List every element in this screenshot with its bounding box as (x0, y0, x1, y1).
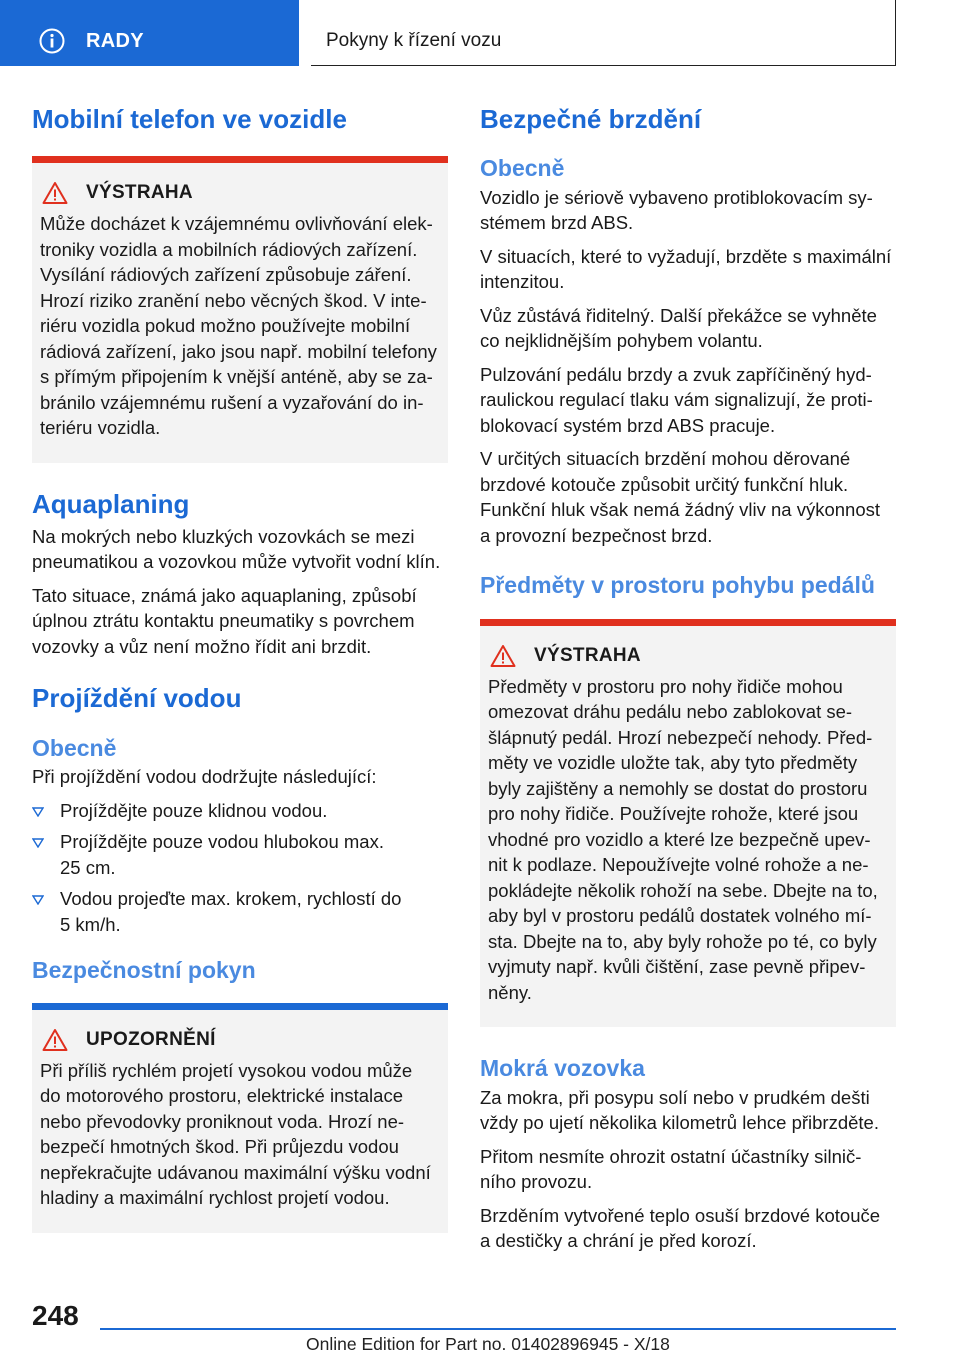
subsection-title-wet-road: Mokrá vozovka (480, 1055, 645, 1082)
warning-label: VÝSTRAHA (534, 644, 641, 666)
water-intro: Při projíždění vodou dodržujte následující: (32, 766, 377, 788)
aquaplaning-paragraph-1: Na mokrých nebo kluzkých vozovkách se mezi pneumatikou a vozovkou může vytvořit vodní klín. (32, 525, 441, 573)
subsection-title-pedals: Předměty v prostoru pohybu pedálů (480, 572, 875, 599)
wet-paragraph-1: Za mokra, při posypu solí nebo v prudkém dešti vždy po ujetí několika kilometrů lehce přibrzděte. (480, 1086, 879, 1134)
section-title-aquaplaning: Aquaplaning (32, 488, 190, 519)
notice-triangle-icon (42, 1028, 68, 1052)
section-title-braking: Bezpečné brzdění (480, 104, 702, 134)
wet-paragraph-3: Brzděním vytvořené teplo osuší brzdové kotouče a destičky a chrání je před korozí. (480, 1204, 881, 1252)
warning-text: Může docházet k vzájemnému ovlivňování elek- troniky vozidla a mobilních rádiových zařízení. Vysílání rádiových zařízení způsobuje záření. Hrozí riziko zranění nebo věcných škod. V inte- riéru vozidla pokud možno používejte mobilní rádiová zařízení, jako jsou např. mobilní telefony s přímým připojením k vnější anténě, aby se za- bránilo vzájemnému rušení a vyzařování do in- teriéru vozidla. (40, 213, 437, 439)
braking-paragraph-1: Vozidlo je sériově vybaveno protiblokovacím sy- stémem brzd ABS. (480, 186, 873, 234)
bullet-triangle-icon (32, 807, 44, 817)
warning-text: Předměty v prostoru pro nohy řidiče mohou omezovat dráhu pedálu nebo zablokovat se- šlápnutý pedál. Hrozí nebezpečí nehody. Před- měty ve vozidle uložte tak, aby tyto předměty byly zajištěny a nemohly se dostat do prostoru pro nohy řidiče. Používejte rohože, které jsou vhodné pro vozidlo a které lze bezpečně upev- nit k podlaze. Nepoužívejte volné rohože a ne- pokládejte několik rohoží na sebe. Dbejte na to, aby byl v prostoru pedálů dostatek volného mí- sta. Dbejte na to, aby byly rohože po té, co byly vyjmuty např. kvůli čištění, zase pevně připev- něny. (488, 675, 878, 1003)
aquaplaning-paragraph-2: Tato situace, známá jako aquaplaning, způsobí úplnou ztrátu kontaktu pneumatiky s povrchem vozovky a vůz není možno řídit ani brzdit. (32, 584, 417, 657)
subsection-title-general: Obecně (32, 734, 117, 761)
header-section-label: RADY (86, 30, 144, 52)
notice-text: Při příliš rychlém projetí vysokou vodou může do motorového prostoru, elektrické instalace nebo převodovky proniknout voda. Hrozí ne- bezpečí hmotných škod. Při průjezdu vodou nepřekračujte udávanou maximální výšku vodní hladiny a maximální rychlost projetí vodou. (40, 1059, 431, 1209)
water-step-list (32, 798, 448, 938)
braking-paragraph-3: Vůz zůstává řiditelný. Další překážce se vyhněte co nejklidnějším pohybem volantu. (480, 304, 877, 352)
footer-edition: Online Edition for Part no. 01402896945 - X/18 (306, 1334, 670, 1354)
footer-divider (100, 1328, 896, 1330)
notice-bar (32, 1003, 448, 1010)
right-column (480, 100, 896, 1254)
warning-bar (32, 156, 448, 163)
warning-triangle-icon (42, 181, 68, 205)
bullet-triangle-icon (32, 895, 44, 905)
warning-triangle-icon (490, 644, 516, 668)
list-item: Projíždějte pouze klidnou vodou. (32, 798, 448, 824)
info-icon (39, 28, 65, 54)
warning-label: VÝSTRAHA (86, 182, 193, 204)
header-chapter-title: Pokyny k řízení vozu (326, 30, 502, 51)
bullet-triangle-icon (32, 838, 44, 848)
braking-paragraph-5: V určitých situacích brzdění mohou děrované brzdové kotouče způsobit určitý funkční hluk. Funkční hluk však nemá žádný vliv na výkonnost a provozní bezpečnost brzd. (480, 448, 880, 546)
braking-paragraph-2: V situacích, které to vyžadují, brzděte s maximální intenzitou. (480, 245, 892, 293)
warning-box-phone (32, 163, 448, 463)
wet-paragraph-2: Přitom nesmíte ohrozit ostatní účastníky silnič- ního provozu. (480, 1145, 862, 1193)
left-column (32, 100, 448, 1233)
notice-label: UPOZORNĚNÍ (86, 1028, 216, 1050)
subsection-title-safety: Bezpečnostní pokyn (32, 957, 256, 984)
warning-box-pedals (480, 626, 896, 1028)
subsection-title-general: Obecně (480, 155, 565, 182)
page-number: 248 (32, 1300, 79, 1331)
warning-bar (480, 619, 896, 626)
list-item: Vodou projeďte max. krokem, rychlostí do 5 km/h. (32, 886, 448, 937)
notice-box-water (32, 1010, 448, 1233)
section-title-phone: Mobilní telefon ve vozidle (32, 104, 347, 134)
list-item: Projíždějte pouze vodou hlubokou max. 25 cm. (32, 829, 448, 880)
braking-paragraph-4: Pulzování pedálu brzdy a zvuk zapříčiněný hyd- raulickou regulací tlaku vám signalizují, že proti- blokovací systém brzd ABS pracuje. (480, 363, 873, 436)
section-title-water: Projíždění vodou (32, 683, 242, 714)
